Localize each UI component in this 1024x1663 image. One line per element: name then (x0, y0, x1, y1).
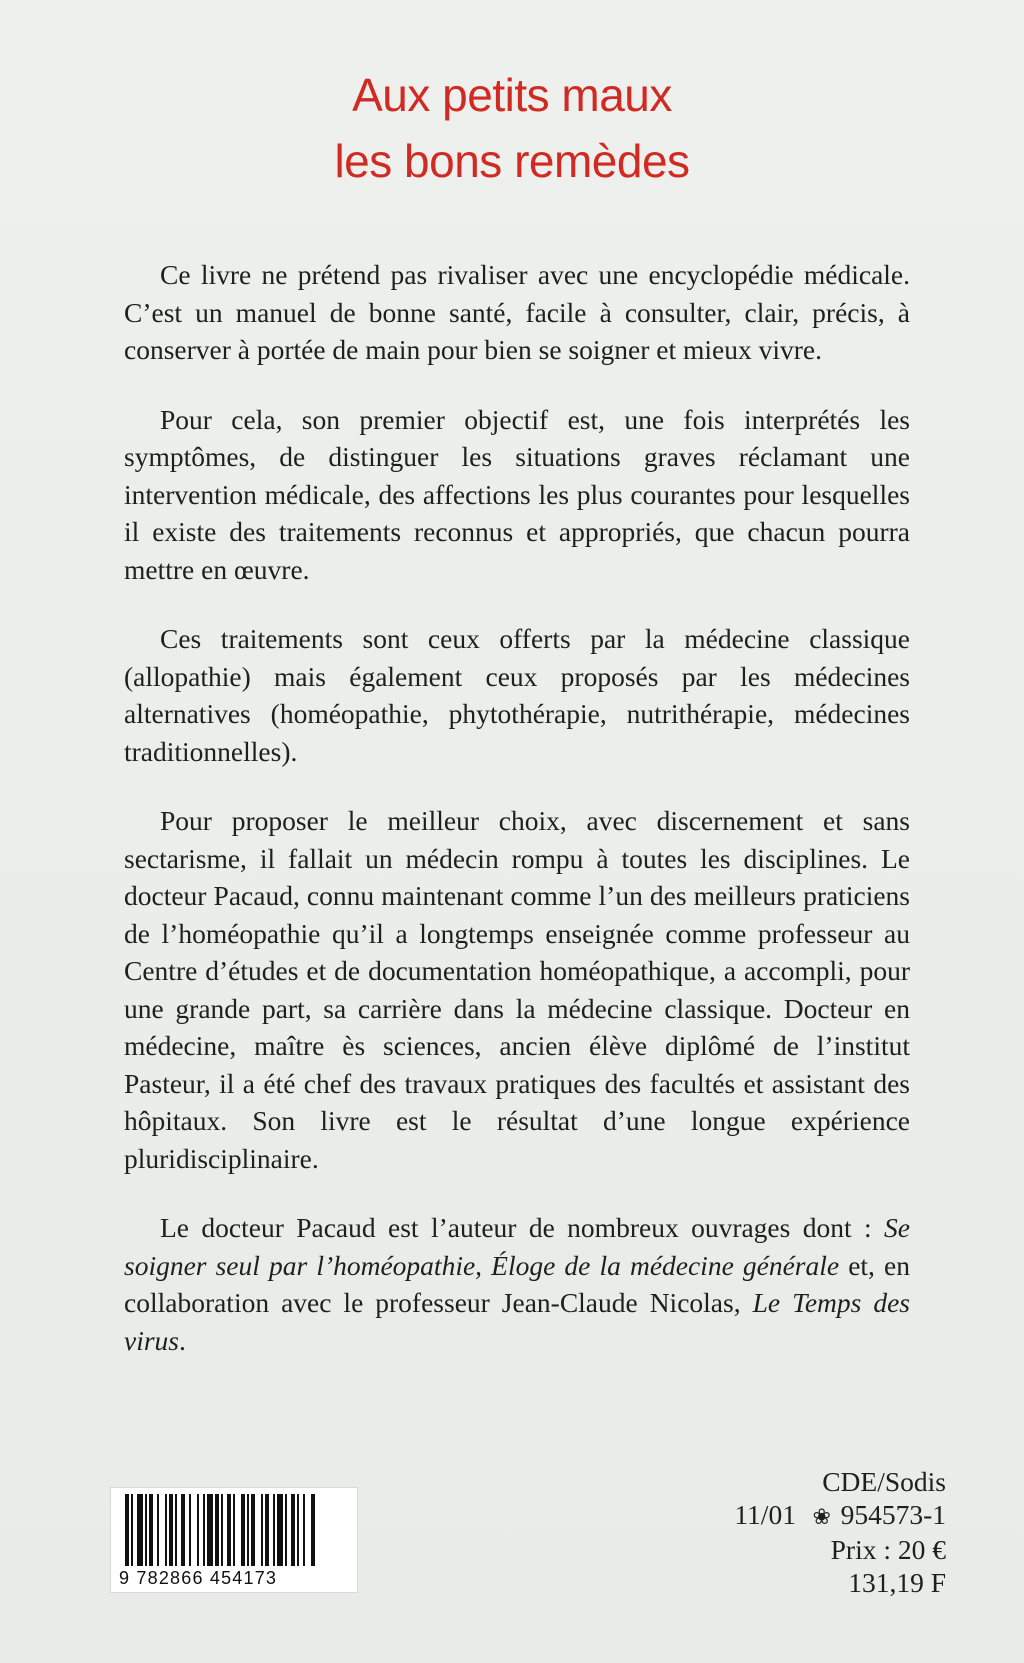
isbn-barcode (110, 1487, 358, 1593)
works-text-2: et, en collaboration avec le professeur Jean-Claude Nicolas, (124, 1249, 910, 1318)
paragraph-author-bio: Pour proposer le meilleur choix, avec discernement et sans sectarisme, il fallait un médecin rompu à toutes les disciplines. Le docteur Pacaud, connu maintenant comme l’un des meilleurs praticiens de l’homéopathie qu’il a longtemps enseignée comme professeur au Centre d’études et de documentation homéopathique, a accompli, pour une grande part, sa carrière dans la médecine classique. Docteur en médecine, maître ès sciences, ancien élève diplômé de l’institut Pasteur, il a été chef des travaux pratiques des facultés et assistant des hôpitaux. Son livre est le résultat d’une longue expérience pluridisciplinaire. (124, 805, 910, 1174)
paragraph-author-works (124, 1209, 910, 1359)
barcode-number: 9 782866 454173 (119, 1568, 278, 1588)
works-text-3: . (179, 1324, 186, 1356)
price-franc: 131,19 F (848, 1567, 946, 1598)
book-title (0, 62, 1024, 194)
catalog-line (646, 1498, 946, 1533)
paragraph-objective: Pour cela, son premier objectif est, une fois interprétés les symptômes, de distinguer les situations graves réclamant une intervention médicale, des affections les plus courantes pour lesquelles il existe des traitements reconnus et appropriés, que chacun pourra mettre en œuvre. (124, 403, 910, 585)
catalog-code: 954573-1 (840, 1499, 946, 1530)
price-euro: Prix : 20 € (830, 1534, 946, 1565)
paragraph-intro: Ce livre ne prétend pas rivaliser avec une encyclopédie médicale. C’est un manuel de bonne santé, facile à consulter, clair, précis, à conserver à portée de main pour bien se soigner et mieux vivre. (124, 259, 910, 365)
catalog-date: 11/01 (734, 1499, 796, 1530)
blurb (124, 256, 910, 1391)
paragraph-treatments: Ces traitements sont ceux offerts par la médecine classique (allopathie) mais également ceux proposés par les médecines alternatives (homéopathie, phytothérapie, nutrithérapie, médecines traditionnelles). (124, 623, 910, 767)
distributor: CDE/Sodis (822, 1466, 946, 1497)
flower-ornament-icon: ❀ (812, 1504, 831, 1529)
book-title-2: Le Temps des virus (124, 1287, 910, 1356)
barcode-bars (111, 1488, 357, 1568)
book-title-1: Se soigner seul par l’homéopathie, Éloge de la médecine générale (124, 1212, 910, 1281)
title-line-2: les bons remèdes (334, 135, 690, 187)
works-text-1: Le docteur Pacaud est l’auteur de nombreux ouvrages dont : (160, 1212, 885, 1243)
title-line-1: Aux petits maux (352, 69, 672, 121)
publisher-info (646, 1465, 946, 1599)
